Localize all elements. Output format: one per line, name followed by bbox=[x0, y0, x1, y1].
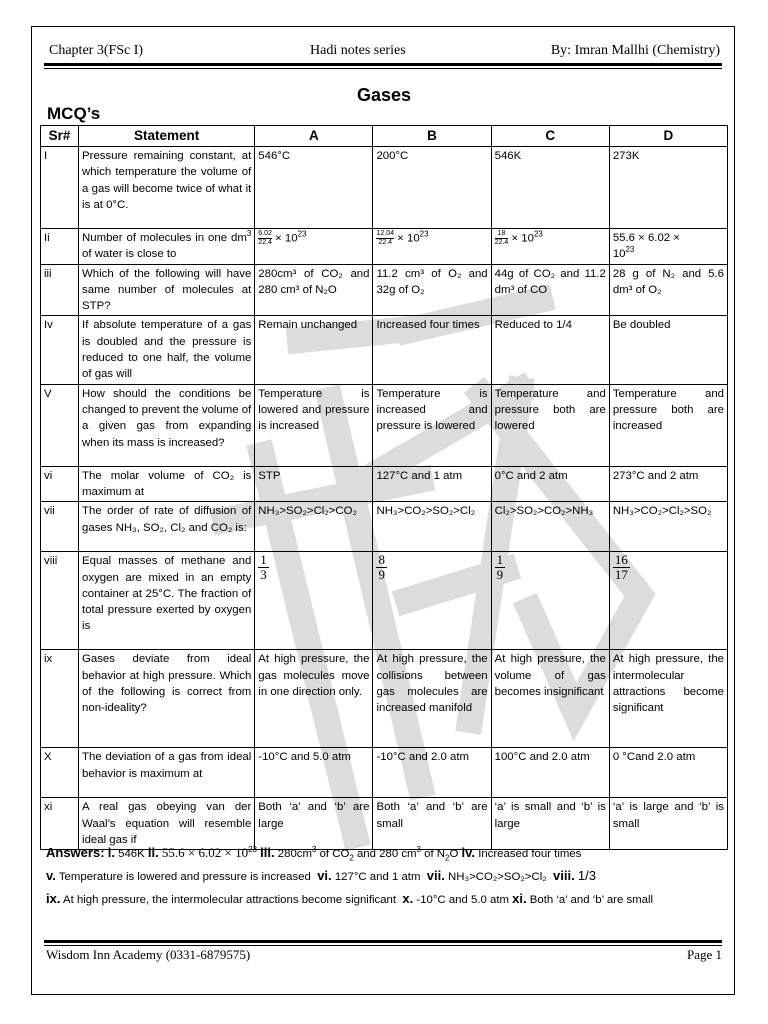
option-a: At high pressure, the gas molecules move in one direction only. bbox=[255, 650, 373, 748]
answer-text: of N bbox=[420, 848, 446, 860]
fraction bbox=[376, 230, 394, 247]
statement-text: Number of molecules in one dm bbox=[82, 232, 247, 244]
row-number: Ii bbox=[41, 229, 79, 265]
row-number: vii bbox=[41, 502, 79, 552]
fraction bbox=[258, 230, 272, 247]
option-d: ‘a’ is large and ‘b’ is small bbox=[609, 798, 727, 850]
option-c: 0°C and 2 atm bbox=[491, 466, 609, 502]
answers-label: Answers: bbox=[46, 845, 105, 860]
option-b: 200°C bbox=[373, 147, 491, 229]
footer-academy: Wisdom Inn Academy (0331-6879575) bbox=[46, 947, 251, 962]
option-c: 100°C and 2.0 atm bbox=[491, 748, 609, 798]
option-c: Reduced to 1/4 bbox=[491, 316, 609, 384]
answer-number: vi. bbox=[317, 868, 332, 883]
numerator: 1 bbox=[496, 552, 504, 568]
option-b: Both ‘a’ and ‘b’ are small bbox=[373, 798, 491, 850]
fraction bbox=[495, 230, 509, 247]
option-b: 127°C and 1 atm bbox=[373, 466, 491, 502]
col-statement: Statement bbox=[79, 126, 255, 147]
option-b: -10°C and 2.0 atm bbox=[373, 748, 491, 798]
answer-text: NH₃>CO₂>SO₂>Cl₂ bbox=[448, 871, 547, 883]
row-number: X bbox=[41, 748, 79, 798]
answer-text: O bbox=[449, 848, 459, 860]
denominator: 3 bbox=[260, 567, 267, 583]
table-row bbox=[41, 748, 728, 798]
table-row bbox=[41, 384, 728, 466]
question-statement: The order of rate of diffusion of gases NH₃, SO₂, Cl₂ and CO₂ is: bbox=[79, 502, 255, 552]
numerator: 12.04 bbox=[376, 230, 394, 237]
subscript: 2 bbox=[445, 853, 450, 863]
row-number: iii bbox=[41, 264, 79, 316]
exponent: 23 bbox=[419, 229, 429, 239]
answer-text: 546K bbox=[118, 848, 145, 860]
page-title: Gases bbox=[356, 85, 412, 105]
option-text: 55.6 × 6.02 × bbox=[612, 232, 680, 244]
header-chapter: Chapter 3(FSc I) bbox=[49, 43, 144, 58]
answer-number: v. bbox=[46, 868, 56, 883]
page-number: Page 1 bbox=[686, 947, 722, 962]
answer-text: Both ‘a’ and ‘b’ are small bbox=[529, 894, 654, 906]
answer-number: vii. bbox=[426, 868, 445, 883]
option-d: 0 °Cand 2.0 atm bbox=[609, 748, 727, 798]
option-a: Remain unchanged bbox=[255, 316, 373, 384]
answer-text: At high pressure, the intermolecular attractions become significant bbox=[63, 894, 397, 906]
col-b: B bbox=[373, 126, 491, 147]
denominator: 22.4 bbox=[378, 239, 393, 246]
table-row bbox=[41, 466, 728, 502]
subscript: 2 bbox=[349, 853, 354, 863]
answer-text: 280cm bbox=[277, 848, 312, 860]
option-c: 546K bbox=[491, 147, 609, 229]
denominator: 22.4 bbox=[258, 239, 272, 246]
option-c bbox=[491, 552, 609, 650]
denominator: 17 bbox=[614, 567, 628, 583]
row-number: viii bbox=[41, 552, 79, 650]
header-author: By: Imran Mallhi (Chemistry) bbox=[550, 43, 720, 58]
option-a: 546°C bbox=[255, 147, 373, 229]
exponent: 23 bbox=[625, 245, 635, 255]
numerator: 8 bbox=[378, 552, 385, 568]
superscript: 3 bbox=[416, 845, 421, 855]
table-row bbox=[41, 316, 728, 384]
table-row bbox=[41, 264, 728, 316]
option-d: Be doubled bbox=[609, 316, 727, 384]
question-statement: The molar volume of CO₂ is maximum at bbox=[79, 466, 255, 502]
answer-number: x. bbox=[402, 891, 414, 906]
answer-number: viii. bbox=[553, 868, 575, 883]
option-a: 280cm³ of CO₂ and 280 cm³ of N₂O bbox=[255, 264, 373, 316]
fraction bbox=[258, 553, 269, 582]
row-number: Iv bbox=[41, 316, 79, 384]
col-a: A bbox=[255, 126, 373, 147]
header-rule bbox=[44, 63, 722, 69]
option-b bbox=[373, 552, 491, 650]
table-header-row bbox=[41, 126, 728, 147]
answer-number: iii. bbox=[260, 845, 275, 860]
option-a bbox=[255, 552, 373, 650]
denominator: 9 bbox=[378, 567, 385, 583]
option-b: NH₃>CO₂>SO₂>Cl₂ bbox=[373, 502, 491, 552]
numerator: 6.02 bbox=[258, 230, 272, 237]
table-row bbox=[41, 147, 728, 229]
fraction bbox=[613, 553, 630, 582]
power-of-ten: × 10 bbox=[397, 232, 420, 245]
option-a: STP bbox=[255, 466, 373, 502]
option-d: 28 g of N₂ and 5.6 dm³ of O₂ bbox=[609, 264, 727, 316]
mcq-table bbox=[40, 125, 728, 850]
answer-number: i. bbox=[107, 845, 115, 860]
numerator: 18 bbox=[495, 230, 509, 239]
option-b: Temperature is increased and pressure is lowered bbox=[373, 384, 491, 466]
option-a: Temperature is lowered and pressure is increased bbox=[255, 384, 373, 466]
denominator: 9 bbox=[496, 567, 504, 583]
table-row bbox=[41, 502, 728, 552]
option-d bbox=[609, 229, 727, 265]
denominator: 22.4 bbox=[494, 239, 509, 246]
exponent: 23 bbox=[297, 229, 307, 239]
option-d bbox=[609, 552, 727, 650]
fraction bbox=[376, 553, 387, 582]
option-b: 11.2 cm³ of O₂ and 32g of O₂ bbox=[373, 264, 491, 316]
row-number: xi bbox=[41, 798, 79, 850]
col-c: C bbox=[491, 126, 609, 147]
question-statement: Gases deviate from ideal behavior at high pressure. Which of the following is correct from non-ideality? bbox=[79, 650, 255, 748]
option-text: 10 bbox=[612, 248, 626, 261]
question-statement bbox=[79, 229, 255, 265]
answer-text: Increased four times bbox=[478, 848, 582, 860]
section-heading: MCQ’s bbox=[47, 104, 101, 123]
header-series: Hadi notes series bbox=[310, 43, 406, 58]
option-b: At high pressure, the collisions between gas molecules are increased manifold bbox=[373, 650, 491, 748]
option-d: Temperature and pressure both are increased bbox=[609, 384, 727, 466]
answer-text: 55.6 × 6.02 × 10 bbox=[161, 845, 249, 860]
option-a: -10°C and 5.0 atm bbox=[255, 748, 373, 798]
option-c: ‘a’ is small and ‘b’ is large bbox=[491, 798, 609, 850]
fraction bbox=[495, 553, 506, 582]
question-statement: Pressure remaining constant, at which temperature the volume of a gas will become twice of what it is at 0°C. bbox=[79, 147, 255, 229]
option-c: 44g of CO₂ and 11.2 dm³ of CO bbox=[491, 264, 609, 316]
option-d: At high pressure, the intermolecular attractions become significant bbox=[609, 650, 727, 748]
option-a bbox=[255, 229, 373, 265]
page-header bbox=[46, 43, 720, 63]
option-d: 273°C and 2 atm bbox=[609, 466, 727, 502]
question-statement: A real gas obeying van der Waal’s equation will resemble ideal gas if bbox=[79, 798, 255, 850]
power-of-ten: × 10 bbox=[275, 232, 298, 245]
option-c: Cl₂>SO₂>CO₂>NH₃ bbox=[491, 502, 609, 552]
answer-number: ii. bbox=[147, 845, 159, 860]
option-d: NH₃>CO₂>Cl₂>SO₂ bbox=[609, 502, 727, 552]
answer-text: 127°C and 1 atm bbox=[334, 871, 421, 883]
answer-text: Temperature is lowered and pressure is increased bbox=[58, 871, 311, 883]
answer-number: ix. bbox=[46, 891, 61, 906]
answer-text: and 280 cm bbox=[353, 848, 417, 860]
answer-number: xi. bbox=[512, 891, 527, 906]
answer-text: of CO bbox=[316, 848, 350, 860]
answer-number: iv. bbox=[461, 845, 476, 860]
option-b: Increased four times bbox=[373, 316, 491, 384]
footer-rule bbox=[44, 940, 722, 946]
superscript: 3 bbox=[246, 229, 252, 239]
exponent: 23 bbox=[533, 229, 543, 239]
row-number: I bbox=[41, 147, 79, 229]
answer-key bbox=[46, 842, 722, 911]
power-of-ten: × 10 bbox=[511, 232, 534, 245]
question-statement: Equal masses of methane and oxygen are mixed in an empty container at 25°C. The fraction of total pressure exerted by oxygen is bbox=[79, 552, 255, 650]
row-number: vi bbox=[41, 466, 79, 502]
table-row bbox=[41, 552, 728, 650]
statement-text: of water is close to bbox=[82, 248, 177, 261]
col-d: D bbox=[609, 126, 727, 147]
table-row bbox=[41, 650, 728, 748]
answer-exponent: 23 bbox=[248, 845, 257, 855]
question-statement: If absolute temperature of a gas is doubled and the pressure is reduced to one half, the volume of gas will bbox=[79, 316, 255, 384]
option-c bbox=[491, 229, 609, 265]
question-statement: How should the conditions be changed to prevent the volume of a given gas from expanding when its mass is increased? bbox=[79, 384, 255, 466]
option-c: Temperature and pressure both are lowered bbox=[491, 384, 609, 466]
option-a: Both ‘a’ and ‘b’ are large bbox=[255, 798, 373, 850]
row-number: ix bbox=[41, 650, 79, 748]
option-a: NH₃>SO₂>Cl₂>CO₂ bbox=[255, 502, 373, 552]
answer-text: -10°C and 5.0 atm bbox=[416, 894, 509, 906]
option-c: At high pressure, the volume of gas becomes insignificant bbox=[491, 650, 609, 748]
numerator: 16 bbox=[614, 552, 628, 568]
option-b bbox=[373, 229, 491, 265]
question-statement: Which of the following will have same number of molecules at STP? bbox=[79, 264, 255, 316]
numerator: 1 bbox=[260, 552, 267, 568]
col-sr: Sr# bbox=[41, 126, 79, 147]
option-d: 273K bbox=[609, 147, 727, 229]
superscript: 3 bbox=[311, 845, 317, 855]
row-number: V bbox=[41, 384, 79, 466]
answer-text: 1/3 bbox=[577, 868, 596, 883]
table-row bbox=[41, 229, 728, 265]
question-statement: The deviation of a gas from ideal behavior is maximum at bbox=[79, 748, 255, 798]
